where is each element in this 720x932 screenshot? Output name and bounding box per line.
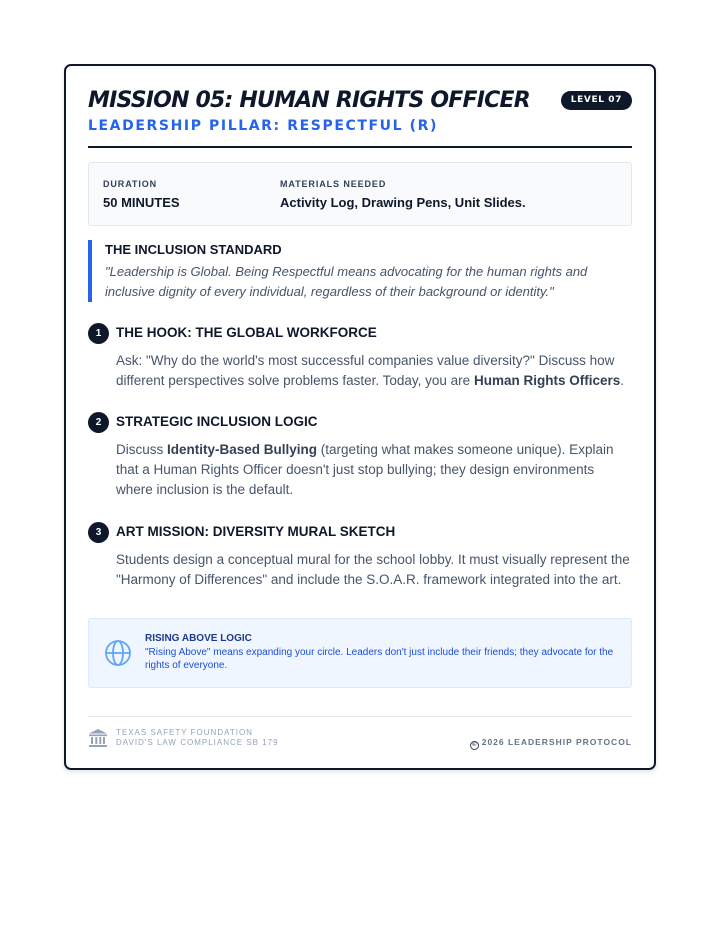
mission-title: MISSION 05: HUMAN RIGHTS OFFICER bbox=[88, 88, 530, 113]
footer-compliance: DAVID'S LAW COMPLIANCE SB 179 bbox=[116, 738, 279, 747]
globe-icon bbox=[103, 638, 133, 668]
footer-org: TEXAS SAFETY FOUNDATION bbox=[116, 728, 253, 737]
step-title: STRATEGIC INCLUSION LOGIC bbox=[116, 414, 318, 429]
duration-value: 50 MINUTES bbox=[103, 195, 180, 210]
step-title: THE HOOK: THE GLOBAL WORKFORCE bbox=[116, 325, 377, 340]
info-box bbox=[88, 162, 632, 226]
footer-divider bbox=[88, 716, 632, 717]
step-number: 2 bbox=[88, 412, 109, 433]
callout-text: "Rising Above" means expanding your circle. Leaders don't just include their friends; they advocate for the rights of everyone. bbox=[145, 647, 614, 671]
copyright: © 2026 LEADERSHIP PROTOCOL bbox=[470, 737, 632, 750]
bank-icon bbox=[88, 728, 108, 748]
quote-text: "Leadership is Global. Being Respectful means advocating for the human rights and inclusive dignity of every individual, regardless of their background or identity." bbox=[105, 264, 588, 299]
step-body-emphasis: Human Rights Officers bbox=[473, 373, 621, 388]
mission-card bbox=[64, 64, 656, 770]
quote-heading: THE INCLUSION STANDARD bbox=[105, 242, 282, 257]
step-number: 1 bbox=[88, 323, 109, 344]
step-title: ART MISSION: DIVERSITY MURAL SKETCH bbox=[116, 524, 396, 539]
rising-above-callout bbox=[88, 618, 632, 688]
level-badge: LEVEL 07 bbox=[561, 91, 632, 110]
step-body: Ask: "Why do the world's most successful companies value diversity?" Discuss how different perspectives solve problems faster. Today, you are Human Rights Officers. bbox=[116, 353, 624, 388]
step-number: 3 bbox=[88, 522, 109, 543]
step-body: Students design a conceptual mural for the school lobby. It must visually represent the "Harmony of Differences" and include the S.O.A.R. framework integrated into the art. bbox=[116, 552, 630, 587]
duration-label: DURATION bbox=[103, 179, 158, 189]
inclusion-standard bbox=[88, 240, 632, 304]
step-body-emphasis: Identity-Based Bullying bbox=[167, 442, 318, 457]
quote-accent-bar bbox=[88, 240, 92, 302]
step-body: Discuss Identity-Based Bullying (targeting what makes someone unique). Explain that a Human Rights Officer doesn't just stop bullying; they design environments where inclusion is the default. bbox=[116, 442, 614, 497]
materials-label: MATERIALS NEEDED bbox=[280, 179, 387, 189]
copyright-icon: © bbox=[470, 741, 479, 750]
callout-title: RISING ABOVE LOGIC bbox=[145, 633, 252, 644]
pillar-subtitle: LEADERSHIP PILLAR: RESPECTFUL (R) bbox=[88, 118, 439, 134]
materials-value: Activity Log, Drawing Pens, Unit Slides. bbox=[280, 195, 526, 210]
header-divider bbox=[88, 146, 632, 148]
